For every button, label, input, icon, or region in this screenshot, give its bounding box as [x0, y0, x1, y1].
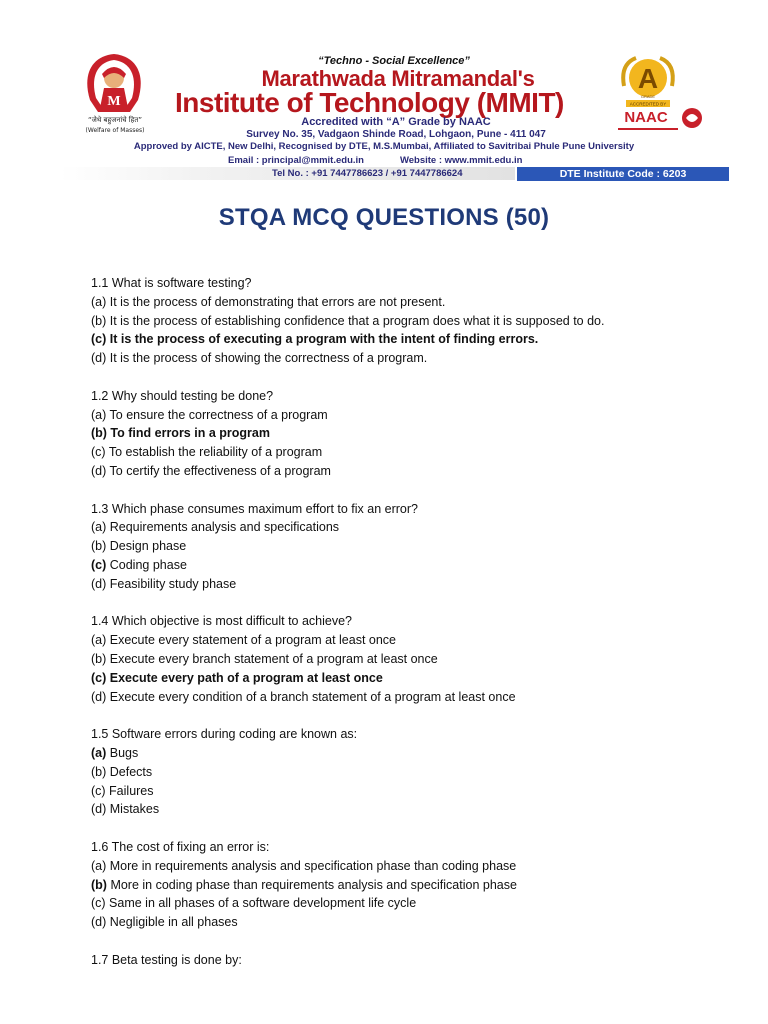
- q1-option-c-answer: (c) It is the process of executing a program with the intent of finding errors.: [91, 332, 539, 347]
- question-6: 1.6 The cost of fixing an error is:: [91, 839, 270, 854]
- naac-grade-letter: A: [637, 63, 659, 94]
- naac-logo-icon: [614, 56, 706, 136]
- q4-option-d: (d) Execute every condition of a branch statement of a program at least once: [91, 689, 516, 704]
- q1-option-d: (d) It is the process of showing the correctness of a program.: [91, 351, 428, 366]
- question-3: 1.3 Which phase consumes maximum effort to fix an error?: [91, 501, 418, 516]
- naac-badge: [614, 56, 706, 136]
- question-5: 1.5 Software errors during coding are known as:: [91, 727, 358, 742]
- q2-option-c: (c) To establish the reliability of a program: [91, 445, 323, 460]
- q2-option-a: (a) To ensure the correctness of a program: [91, 407, 328, 422]
- q6-option-b-label: (b): [91, 877, 107, 892]
- question-4: 1.4 Which objective is most difficult to achieve?: [91, 614, 353, 629]
- q6-option-a: (a) More in requirements analysis and specification phase than coding phase: [91, 858, 517, 873]
- naac-grade-caption: GRADE: [640, 94, 656, 99]
- q5-option-a-answer: [91, 744, 751, 763]
- q6-option-d: (d) Negligible in all phases: [91, 915, 238, 930]
- q3-option-c-text: Coding phase: [106, 557, 187, 572]
- svg-text:M: M: [107, 94, 121, 109]
- approval-text: Approved by AICTE, New Delhi, Recognised by DTE, M.S.Mumbai, Affiliated to Savitribai Phule Pune University: [133, 141, 635, 152]
- email-text: Email : principal@mmit.edu.in: [228, 155, 364, 166]
- question-list: [91, 274, 751, 969]
- q3-option-c-label: (c): [91, 557, 107, 572]
- q2-option-d: (d) To certify the effectiveness of a program: [91, 463, 331, 478]
- institute-name-line2: Institute of Technology (MMIT): [175, 87, 564, 118]
- institute-tagline: “Techno - Social Excellence”: [318, 55, 470, 67]
- q1-option-b: (b) It is the process of establishing confidence that a program does what it is supposed to do.: [91, 313, 605, 328]
- logo-motto-english: (Welfare of Masses): [85, 127, 145, 134]
- institute-address: Survey No. 35, Vadgaon Shinde Road, Lohgaon, Pune - 411 047: [246, 129, 546, 140]
- question-7: 1.7 Beta testing is done by:: [91, 952, 242, 967]
- letterhead: [0, 0, 768, 185]
- accreditation-text: Accredited with “A” Grade by NAAC: [301, 116, 491, 128]
- q3-option-d: (d) Feasibility study phase: [91, 576, 237, 591]
- q4-option-c-answer: (c) Execute every path of a program at least once: [91, 670, 383, 685]
- q6-option-b-text: More in coding phase than requirements analysis and specification phase: [106, 877, 517, 892]
- naac-label: NAAC: [624, 109, 668, 126]
- q3-option-c-answer: [91, 556, 751, 575]
- q4-option-b: (b) Execute every branch statement of a program at least once: [91, 651, 438, 666]
- question-1: 1.1 What is software testing?: [91, 276, 252, 290]
- institute-name-line1: Marathwada Mitramandal's: [261, 66, 535, 91]
- q6-option-c: (c) Same in all phases of a software development life cycle: [91, 896, 417, 911]
- q6-option-b-answer: [91, 876, 751, 895]
- logo-motto: “जेथे बहुजनांचे हित”: [88, 116, 142, 124]
- q3-option-a: (a) Requirements analysis and specifications: [91, 520, 340, 535]
- q5-option-c: (c) Failures: [91, 783, 154, 798]
- q1-option-a: (a) It is the process of demonstrating that errors are not present.: [91, 294, 446, 309]
- dte-code-badge: DTE Institute Code : 6203: [517, 167, 729, 181]
- q5-option-b: (b) Defects: [91, 764, 153, 779]
- q3-option-b: (b) Design phase: [91, 539, 187, 554]
- q2-option-b-answer: (b) To find errors in a program: [91, 426, 270, 441]
- contact-line: [228, 155, 522, 166]
- q5-option-a-label: (a): [91, 745, 107, 760]
- website-text: Website : www.mmit.edu.in: [399, 155, 523, 166]
- q4-option-a: (a) Execute every statement of a program at least once: [91, 633, 397, 648]
- q5-option-d: (d) Mistakes: [91, 802, 160, 817]
- page-title: STQA MCQ QUESTIONS (50): [218, 204, 550, 231]
- question-2: 1.2 Why should testing be done?: [91, 388, 274, 403]
- q5-option-a-text: Bugs: [106, 745, 139, 760]
- naac-accredited-caption: ACCREDITED BY: [629, 101, 667, 107]
- telephone-text: Tel No. : +91 7447786623 / +91 7447786624: [272, 168, 463, 179]
